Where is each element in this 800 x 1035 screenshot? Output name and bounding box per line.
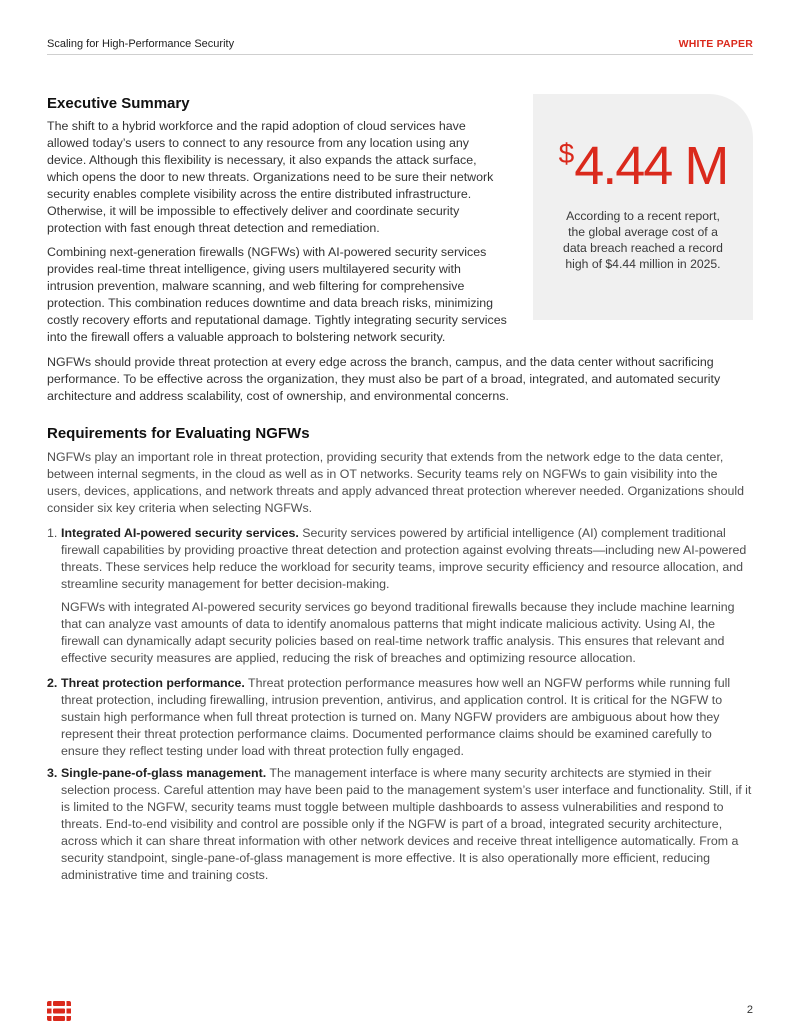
list-item-body: [47, 765, 753, 884]
requirements-intro: NGFWs play an important role in threat protection, providing security that extends from the network edge to the data center, between internal segments, in the cloud as well as in OT networks. Security teams rely on NGFWs to gain visibility into the users, devices, applications, and network threats and apply advanced threat protection wherever needed. Organizations should consider six key criteria when selecting NGFWs.: [47, 450, 745, 515]
document-title: Scaling for High-Performance Security: [47, 38, 235, 50]
list-item-number: 1.: [47, 526, 58, 540]
document-type-tag: WHITE PAPER: [678, 38, 753, 50]
breach-cost-statistic: [533, 134, 753, 198]
requirements-heading: Requirements for Evaluating NGFWs: [47, 425, 310, 442]
list-item-number: 3.: [47, 766, 58, 780]
executive-summary-paragraph-2: Combining next-generation firewalls (NGFWs) with AI-powered security services provides real-time threat intelligence, giving users multilayered security with intrusion prevention, malware scanning, and web filtering for comprehensive protection. This combination reduces downtime and data breach risks, minimizing costly recovery efforts and reputational damage. Tightly integrating security services into the firewall offers a valuable approach to bolstering network security.: [47, 245, 507, 344]
list-item-title: Threat protection performance.: [61, 676, 245, 690]
statistic-description: According to a recent report, the global average cost of a data breach reached a record high of $4.44 million in 2025.: [563, 209, 723, 271]
page-number: 2: [746, 1004, 753, 1016]
executive-summary-paragraph-1: The shift to a hybrid workforce and the rapid adoption of cloud services have allowed today’s users to connect to any resource from any location using any device. Although this flexibility is necessary, it also expands the attack surface, which opens the door to new threats. Organizations need to be sure their network security enables complete visibility across the entire distributed infrastructure. Otherwise, it will be impossible to effectively deliver and coordinate security protection with fast enough threat detection and remediation.: [47, 119, 494, 235]
list-item-text: The management interface is where many security architects are stymied in their selection process. Careful attention may have been paid to the management system’s user interface and functionality. Still, if it is limited to the NGFW, security teams must toggle between multiple dashboards to assess vulnerabilities and respond to threats. End-to-end visibility and control are possible only if the NGFW is part of a broad, integrated security architecture, across which it can share threat information with other network devices and receive threat intelligence automatically. From a security standpoint, single-pane-of-glass management is more effective. It is also operationally more efficient, reducing administrative time and training costs.: [61, 766, 752, 882]
list-item-number: 2.: [47, 676, 58, 690]
list-item-extra-paragraph: NGFWs with integrated AI-powered security services go beyond traditional firewalls because they include machine learning that can analyze vast amounts of data to identify anomalous patterns that might indicate malicious activity. Using AI, the firewall can dynamically adapt security policies based on real-time network traffic analysis. This ensures that relevant and effective security measures are applied, reducing the risk of breaches and optimizing resource allocation.: [61, 600, 735, 665]
list-item-body: [47, 525, 753, 593]
statistic-value: 4.44 M: [574, 136, 728, 196]
executive-summary-heading: Executive Summary: [47, 95, 190, 112]
statistic-callout: [533, 94, 753, 320]
list-item-title: Integrated AI-powered security services.: [61, 526, 299, 540]
list-item-title: Single-pane-of-glass management.: [61, 766, 267, 780]
list-item-text: Security services powered by artificial intelligence (AI) complement traditional firewall capabilities by providing proactive threat detection and protection against evolving threats—including new AI-powered threats. These services help reduce the workload for security teams, improve security efficiency and resource allocation, and streamline security management for better decision-making.: [61, 526, 747, 591]
page-header: [47, 38, 753, 55]
list-item-text: Threat protection performance measures how well an NGFW performs while running full threat protection, including firewalling, intrusion prevention, antivirus, and application control. It is critical for the NGFW to sustain high performance when full threat protection is turned on. Many NGFW providers are ambiguous about how they represent their threat protection performance claims. Documented performance claims should be examined carefully to ensure they reflect testing under load with threat protection fully engaged.: [61, 676, 731, 758]
list-item: [47, 525, 753, 667]
currency-symbol: $: [558, 138, 575, 169]
executive-summary-paragraph-3: NGFWs should provide threat protection at every edge across the branch, campus, and the data center without sacrificing performance. To be effective across the organization, they must also be part of a broad, integrated, and automated security architecture and address scalability, cost of ownership, and environmental concerns.: [47, 355, 721, 403]
list-item-body: [47, 675, 753, 760]
fortinet-logo-icon: [47, 1001, 71, 1021]
list-item: [47, 765, 753, 884]
list-item: [47, 675, 753, 760]
